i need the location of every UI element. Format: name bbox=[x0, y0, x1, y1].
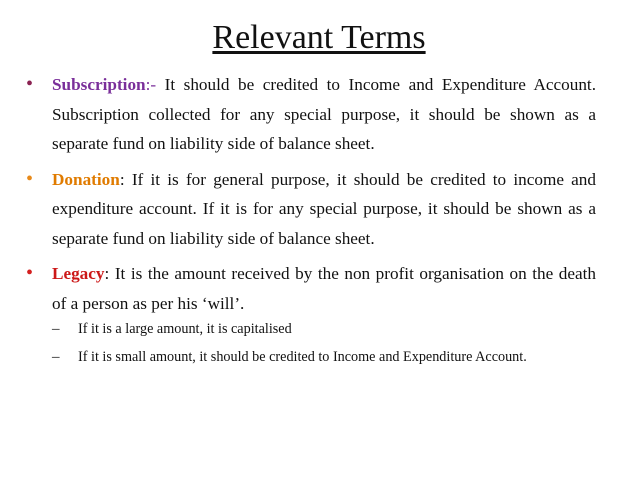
bullet-list bbox=[24, 70, 596, 376]
term-separator: :- bbox=[145, 75, 157, 94]
term-description: It should be credited to Income and Expenditure Account. Subscription collected for any special purpose, it should be shown as a separate fund on liability side of balance sheet. bbox=[52, 75, 596, 153]
bullet-dot-icon: • bbox=[26, 73, 34, 95]
slide-title: Relevant Terms bbox=[212, 19, 426, 56]
sub-bullet-list bbox=[52, 316, 596, 370]
bullet-item-donation bbox=[24, 165, 596, 254]
dash-icon: – bbox=[52, 321, 60, 337]
term-separator: : bbox=[119, 169, 125, 189]
term-label: Subscription bbox=[52, 75, 146, 94]
term-separator: : bbox=[104, 264, 110, 283]
sub-bullet-text: If it is a large amount, it is capitalised bbox=[78, 321, 292, 337]
bullet-text bbox=[52, 165, 596, 254]
term-description: If it is for general purpose, it should be credited to income and expenditure account. If it is for any special purpose, it should be shown as a separate fund on liability side of balance sheet. bbox=[52, 169, 596, 248]
dash-icon: – bbox=[52, 349, 60, 365]
term-description: It is the amount received by the non profit organisation on the death of a person as per his ‘will’. bbox=[52, 264, 596, 313]
bullet-item-legacy bbox=[24, 259, 596, 370]
bullet-text bbox=[52, 259, 596, 318]
bullet-item-subscription bbox=[24, 70, 596, 159]
term-label: Donation bbox=[52, 169, 120, 189]
sub-bullet-item bbox=[52, 344, 596, 370]
bullet-text bbox=[52, 70, 596, 159]
sub-bullet-item bbox=[52, 316, 596, 342]
bullet-dot-icon: • bbox=[26, 167, 34, 190]
sub-bullet-text: If it is small amount, it should be credited to Income and Expenditure Account. bbox=[78, 349, 527, 365]
bullet-dot-icon: • bbox=[26, 262, 34, 284]
term-label: Legacy bbox=[52, 264, 105, 283]
